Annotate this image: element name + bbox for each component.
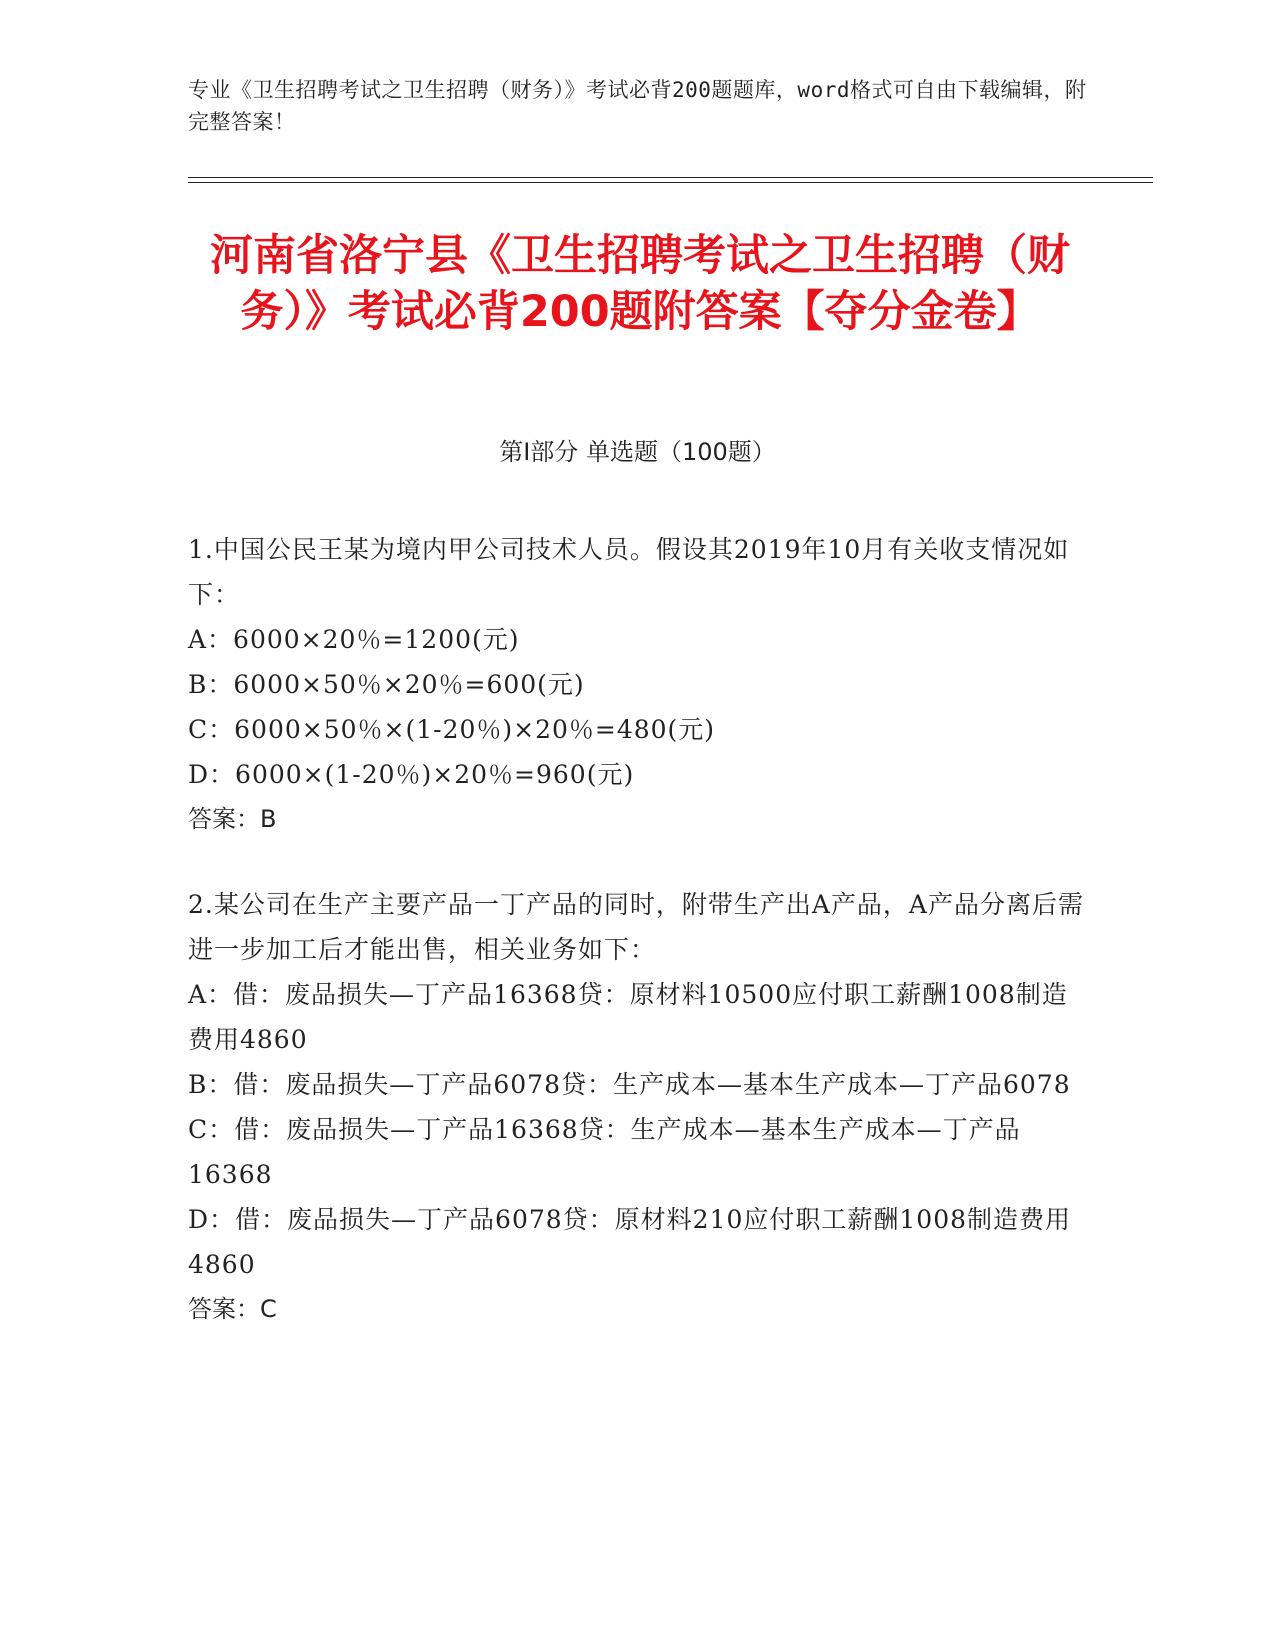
question-option: D：借：废品损失—丁产品6078贷：原材料210应付职工薪酬1008制造费用4860	[188, 1205, 1072, 1279]
question-item	[188, 527, 1088, 842]
question-option: B：借：废品损失—丁产品6078贷：生产成本—基本生产成本—丁产品6078	[188, 1070, 1071, 1099]
question-option: A：6000×20％=1200(元)	[188, 625, 520, 654]
question-option: D：6000×(1-20％)×20％=960(元)	[188, 760, 635, 789]
header-divider-top	[188, 177, 1153, 178]
question-stem: 2.某公司在生产主要产品一丁产品的同时，附带生产出A产品，A产品分离后需进一步加工后才能出售，相关业务如下：	[188, 890, 1084, 964]
question-stem: 1.中国公民王某为境内甲公司技术人员。假设其2019年10月有关收支情况如下：	[188, 535, 1070, 609]
header-note: 专业《卫生招聘考试之卫生招聘（财务）》考试必背200题题库，word格式可自由下载编辑，附完整答案！	[188, 78, 1087, 134]
question-answer: 答案：C	[188, 1295, 277, 1323]
question-item	[188, 882, 1088, 1332]
question-answer: 答案：B	[188, 805, 277, 833]
question-option: A：借：废品损失—丁产品16368贷：原材料10500应付职工薪酬1008制造费用4860	[188, 980, 1068, 1054]
question-option: C：6000×50％×(1-20％)×20％=480(元)	[188, 715, 716, 744]
header-divider-bottom	[188, 182, 1153, 183]
document-title: 河南省洛宁县《卫生招聘考试之卫生招聘（财务）》考试必背200题附答案【夺分金卷】	[210, 231, 1070, 337]
question-option: C：借：废品损失—丁产品16368贷：生产成本—基本生产成本—丁产品16368	[188, 1115, 1021, 1189]
question-option: B：6000×50％×20％=600(元)	[188, 670, 585, 699]
section-title: 第I部分 单选题（100题）	[499, 438, 776, 466]
